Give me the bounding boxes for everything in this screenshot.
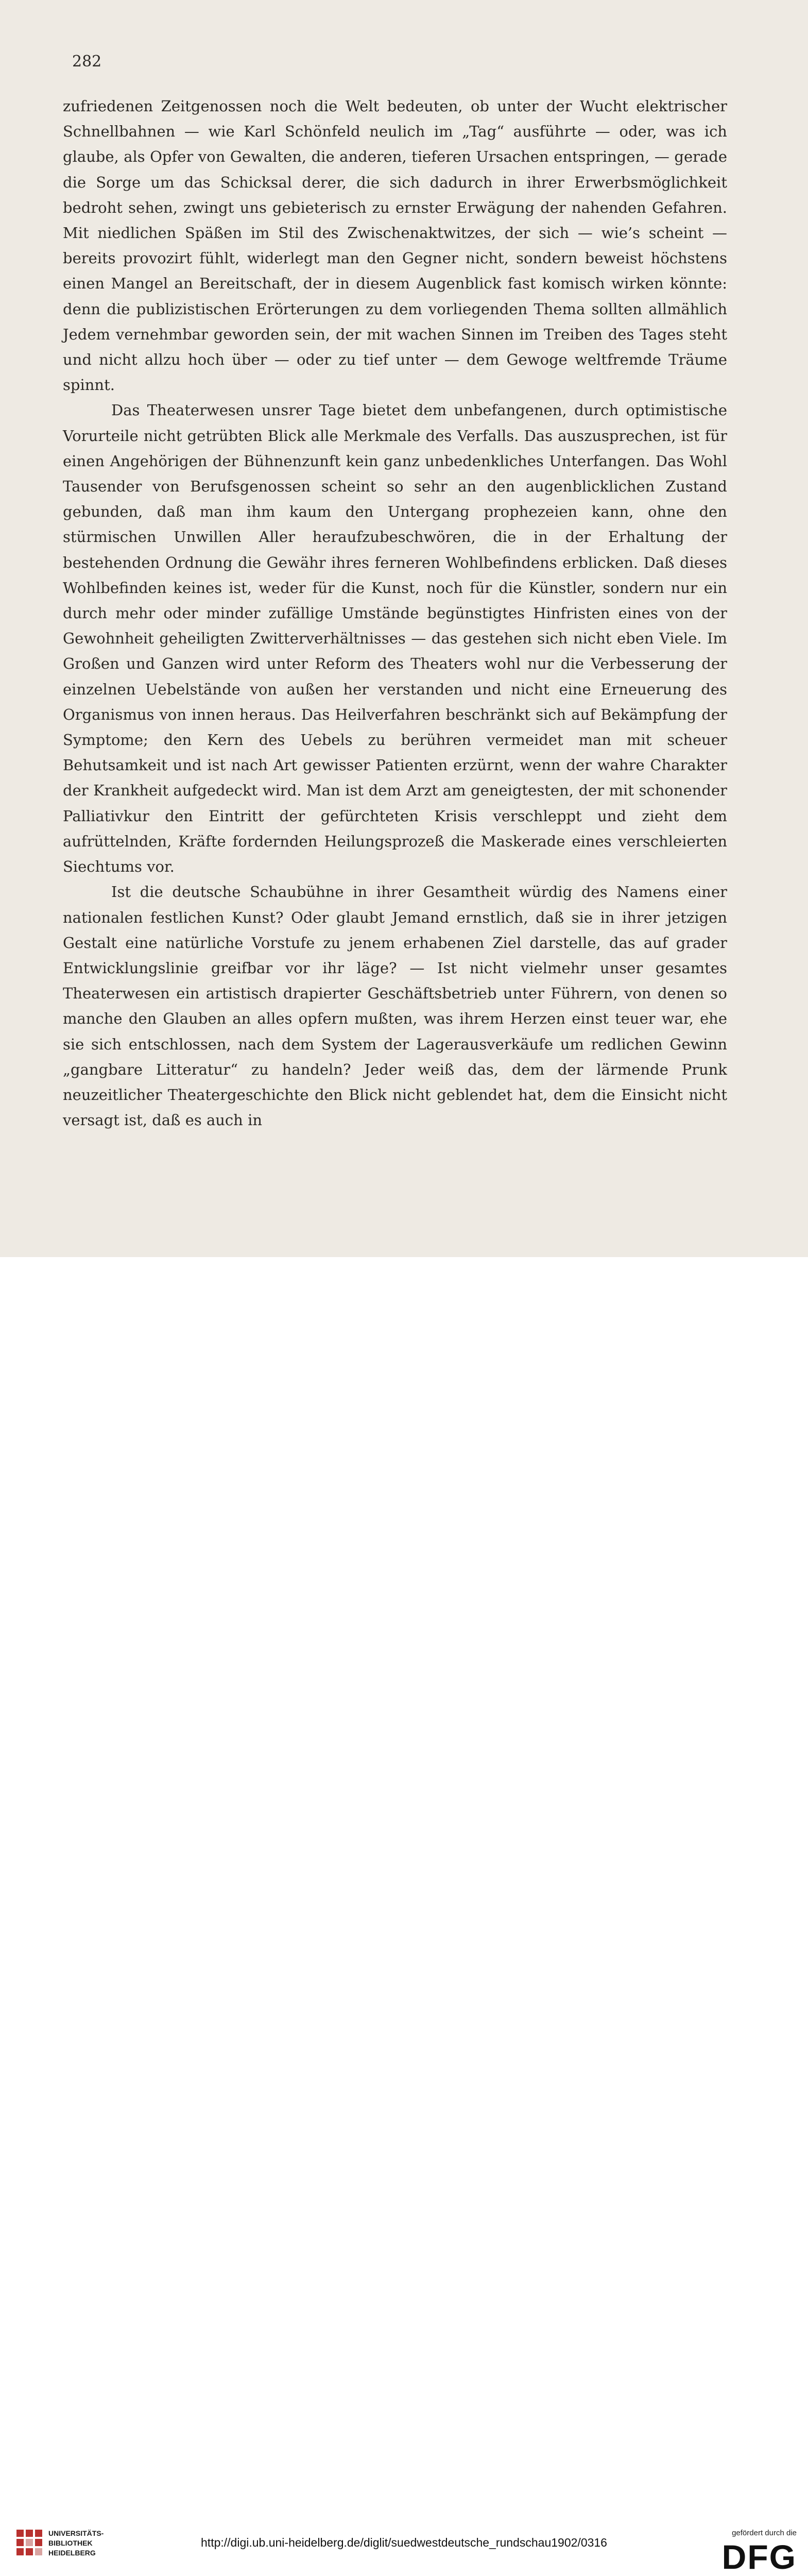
- page-number: 282: [72, 53, 102, 71]
- source-url-link[interactable]: http://digi.ub.uni-heidelberg.de/diglit/suedwestdeutsche_rundschau1902/0316: [201, 2536, 607, 2549]
- library-name-line-1: UNIVERSITÄTS-: [48, 2529, 104, 2537]
- dfg-logo: DFG: [721, 2538, 797, 2576]
- paragraph-1: zufriedenen Zeitgenossen noch die Welt bedeuten, ob unter der Wucht elektrischer Schnellbahnen — wie Karl Schönfeld neulich im „Tag“ ausführte — oder, was ich glaube, als Opfer von Gewalten, die anderen, tieferen Ursachen entspringen, — gerade die Sorge um das Schicksal derer, die sich dadurch in ihrer Erwerbsmöglichkeit bedroht sehen, zwingt uns gebieterisch zu ernster Erwägung der nahenden Gefahren. Mit niedlichen Späßen im Stil des Zwischenaktwitzes, der sich — wie’s scheint — bereits provozirt fühlt, widerlegt man den Gegner nicht, sondern beweist höchstens einen Mangel an Bereitschaft, der in diesem Augenblick fast komisch wirken könnte: denn die publizistischen Erörterungen zu dem vorliegenden Thema sollten allmählich Jedem vernehmbar geworden sein, der mit wachen Sinnen im Treiben des Tages steht und nicht allzu hoch über — oder zu tief unter — dem Gewoge weltfremde Träume spinnt.: [63, 97, 727, 394]
- library-name-line-2: BIBLIOTHEK: [48, 2539, 93, 2547]
- footer-bar: [0, 1257, 808, 2576]
- scanned-page: [0, 0, 808, 1257]
- body-text: [63, 94, 727, 1133]
- library-name-line-3: HEIDELBERG: [48, 2549, 96, 2557]
- paragraph-3: Ist die deutsche Schaubühne in ihrer Gesamtheit würdig des Namens einer nationalen festlichen Kunst? Oder glaubt Jemand ernstlich, daß sie in ihrer jetzigen Gestalt eine natürliche Vorstufe zu jenem erhabenen Ziel darstelle, das auf grader Entwicklungslinie greifbar vor ihr läge? — Ist nicht vielmehr unser gesamtes Theaterwesen ein artistisch drapierter Geschäftsbetrieb unter Führern, von denen so manche den Glauben an alles opfern mußten, was ihrem Herzen einst teuer war, ehe sie sich entschlossen, nach dem System der Lagerausverkäufe um redlichen Gewinn „gangbare Litteratur“ zu handeln? Jeder weiß das, dem der lärmende Prunk neuzeitlicher Theatergeschichte den Blick nicht geblendet hat, dem die Einsicht nicht versagt ist, daß es auch in: [63, 883, 727, 1129]
- paragraph-2: Das Theaterwesen unsrer Tage bietet dem unbefangenen, durch optimistische Vorurteile nicht getrübten Blick alle Merkmale des Verfalls. Das auszusprechen, ist für einen Angehörigen der Bühnenzunft kein ganz unbedenkliches Unterfangen. Das Wohl Tausender von Berufsgenossen scheint so sehr an den augenblicklichen Zustand gebunden, daß man ihm kaum den Untergang prophezeien kann, ohne den stürmischen Unwillen Aller heraufzubeschwören, die in der Erhaltung der bestehenden Ordnung die Gewähr ihres ferneren Wohlbefindens erblicken. Daß dieses Wohlbefinden keines ist, weder für die Kunst, noch für die Künstler, sondern nur ein durch mehr oder minder zufällige Umstände begünstigtes Hinfristen eines von der Gewohnheit geheiligten Zwitterverhältnisses — das gestehen sich nicht eben Viele. Im Großen und Ganzen wird unter Reform des Theaters wohl nur die Verbesserung der einzelnen Uebelstände von außen her verstanden und nicht eine Erneuerung des Organismus von innen heraus. Das Heilverfahren beschränkt sich auf Bekämpfung der Symptome; den Kern des Uebels zu berühren vermeidet man mit scheuer Behutsamkeit und ist nach Art gewisser Patienten erzürnt, wenn der wahre Charakter der Krankheit aufgedeckt wird. Man ist dem Arzt am geneigtesten, der mit schonender Palliativkur den Eintritt der gefürchteten Krisis verschleppt und zieht dem aufrüttelnden, Kräfte fordernden Heilungsprozeß die Maskerade eines verschleierten Siechtums vor.: [63, 401, 727, 876]
- sponsor-caption: gefördert durch die: [732, 2529, 797, 2537]
